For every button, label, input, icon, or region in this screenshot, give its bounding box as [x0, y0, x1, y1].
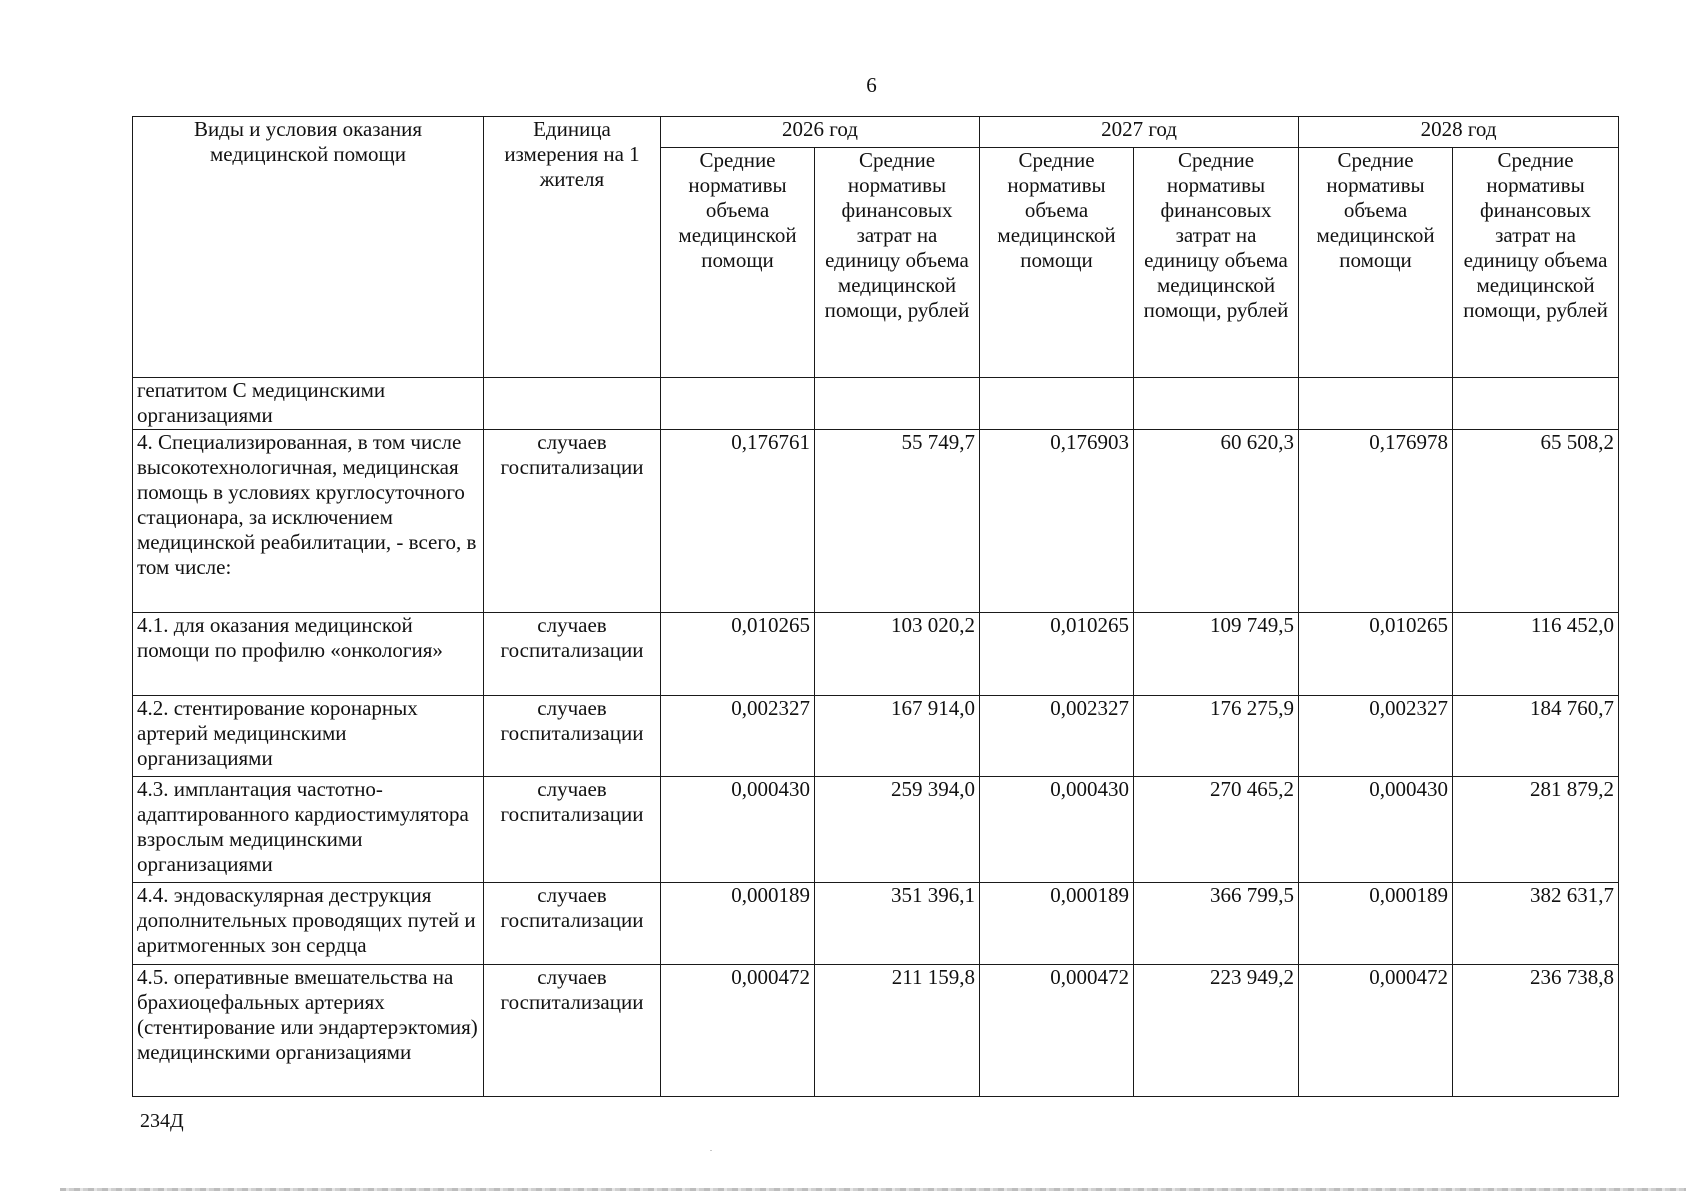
cost-2028: 116 452,0 — [1453, 613, 1619, 696]
volume-2028: 0,000472 — [1299, 965, 1453, 1097]
header-cost-2028: Средние нормативы финансовых затрат на единицу объема медицинской помощи, рублей — [1453, 148, 1619, 378]
cost-2027: 109 749,5 — [1134, 613, 1299, 696]
table-row — [133, 378, 1619, 430]
header-volume-2028: Средние нормативы объема медицинской помощи — [1299, 148, 1453, 378]
volume-2026: 0,000472 — [661, 965, 815, 1097]
row-unit: случаев госпитализации — [484, 883, 661, 965]
page-number: 6 — [866, 73, 877, 97]
header-cost-2026: Средние нормативы финансовых затрат на единицу объема медицинской помощи, рублей — [815, 148, 980, 378]
cost-2027: 60 620,3 — [1134, 430, 1299, 613]
header-volume-2026: Средние нормативы объема медицинской помощи — [661, 148, 815, 378]
volume-2028: 0,010265 — [1299, 613, 1453, 696]
row-name: 4.5. оперативные вмешательства на брахиоцефальных артериях (стентирование или эндартерэктомия) медицинскими организациями — [133, 965, 484, 1097]
volume-2028: 0,000189 — [1299, 883, 1453, 965]
cost-2026: 167 914,0 — [815, 696, 980, 777]
volume-2027: 0,000472 — [980, 965, 1134, 1097]
header-unit: Единица измерения на 1 жителя — [484, 117, 661, 378]
scan-artifact-dot — [710, 1150, 712, 1151]
cost-2028: 65 508,2 — [1453, 430, 1619, 613]
table-row — [133, 430, 1619, 613]
cost-2026: 55 749,7 — [815, 430, 980, 613]
row-name: 4. Специализированная, в том числе высокотехнологичная, медицинская помощь в условиях круглосуточного стационара, за исключением медицинской реабилитации, - всего, в том числе: — [133, 430, 484, 613]
cost-2028: 184 760,7 — [1453, 696, 1619, 777]
row-name: гепатитом С медицинскими организациями — [133, 378, 484, 430]
row-name: 4.2. стентирование коронарных артерий медицинскими организациями — [133, 696, 484, 777]
table-row — [133, 696, 1619, 777]
volume-2028: 0,002327 — [1299, 696, 1453, 777]
cost-2028 — [1453, 378, 1619, 430]
cost-2026 — [815, 378, 980, 430]
cost-2028: 281 879,2 — [1453, 777, 1619, 883]
header-year-2026: 2026 год — [661, 117, 980, 148]
cost-2027 — [1134, 378, 1299, 430]
volume-2027: 0,010265 — [980, 613, 1134, 696]
volume-2027: 0,176903 — [980, 430, 1134, 613]
cost-2027: 176 275,9 — [1134, 696, 1299, 777]
volume-2026: 0,000189 — [661, 883, 815, 965]
volume-2026: 0,010265 — [661, 613, 815, 696]
cost-2028: 382 631,7 — [1453, 883, 1619, 965]
volume-2026: 0,000430 — [661, 777, 815, 883]
row-name: 4.3. имплантация частотно-адаптированного кардиостимулятора взрослым медицинскими организациями — [133, 777, 484, 883]
row-unit: случаев госпитализации — [484, 696, 661, 777]
scan-edge-line — [60, 1188, 1686, 1191]
header-year-2028: 2028 год — [1299, 117, 1619, 148]
cost-2026: 351 396,1 — [815, 883, 980, 965]
row-unit — [484, 378, 661, 430]
table-row — [133, 777, 1619, 883]
volume-2027 — [980, 378, 1134, 430]
header-year-2027: 2027 год — [980, 117, 1299, 148]
row-name: 4.4. эндоваскулярная деструкция дополнительных проводящих путей и аритмогенных зон сердца — [133, 883, 484, 965]
document-code: 234Д — [140, 1110, 184, 1132]
volume-2028 — [1299, 378, 1453, 430]
volume-2026: 0,002327 — [661, 696, 815, 777]
volume-2028: 0,000430 — [1299, 777, 1453, 883]
cost-2028: 236 738,8 — [1453, 965, 1619, 1097]
row-unit: случаев госпитализации — [484, 430, 661, 613]
header-kinds: Виды и условия оказания медицинской помощи — [133, 117, 484, 378]
volume-2027: 0,000189 — [980, 883, 1134, 965]
cost-2026: 211 159,8 — [815, 965, 980, 1097]
volume-2027: 0,000430 — [980, 777, 1134, 883]
cost-2027: 366 799,5 — [1134, 883, 1299, 965]
norms-table — [132, 116, 1619, 1097]
cost-2026: 103 020,2 — [815, 613, 980, 696]
cost-2027: 223 949,2 — [1134, 965, 1299, 1097]
header-row-years — [133, 117, 1619, 148]
volume-2026: 0,176761 — [661, 430, 815, 613]
volume-2028: 0,176978 — [1299, 430, 1453, 613]
table-row — [133, 965, 1619, 1097]
row-name: 4.1. для оказания медицинской помощи по профилю «онкология» — [133, 613, 484, 696]
volume-2027: 0,002327 — [980, 696, 1134, 777]
row-unit: случаев госпитализации — [484, 965, 661, 1097]
header-volume-2027: Средние нормативы объема медицинской помощи — [980, 148, 1134, 378]
cost-2027: 270 465,2 — [1134, 777, 1299, 883]
volume-2026 — [661, 378, 815, 430]
row-unit: случаев госпитализации — [484, 613, 661, 696]
row-unit: случаев госпитализации — [484, 777, 661, 883]
table-row — [133, 883, 1619, 965]
table-row — [133, 613, 1619, 696]
header-cost-2027: Средние нормативы финансовых затрат на единицу объема медицинской помощи, рублей — [1134, 148, 1299, 378]
cost-2026: 259 394,0 — [815, 777, 980, 883]
